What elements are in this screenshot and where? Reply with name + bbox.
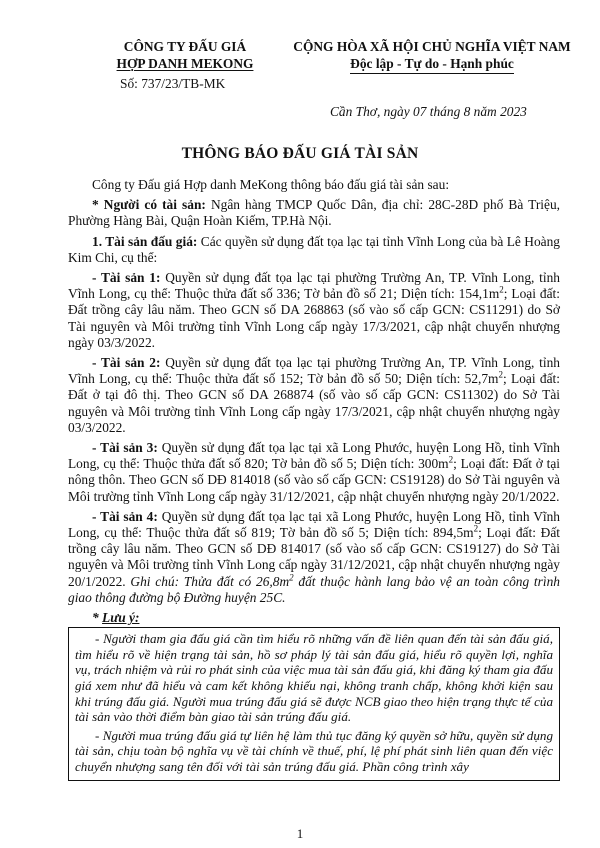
note-item: - Người mua trúng đấu giá tự liên hệ làm thủ tục đăng ký quyền sở hữu, quyền sử dụng tài sản, chịu toàn bộ nghĩa vụ về tài chính về thuế, phí, lệ phí phát sinh liên quan đến việc chuyển nhượng sang tên đối với tài sản trúng đấu giá. Phần công trình xây xyxy=(75,727,553,775)
asset-1-text-cont: ; Loại đất: Đất trồng cây lâu năm. Theo GCN số DA 268863 (số vào số cấp GCN: CS11291) do Sở Tài nguyên và Môi trường tỉnh Vĩnh Long cấp ngày 17/3/2021, cập nhật chuyển nhượng ngày 03/3/2022. xyxy=(68,286,560,350)
document-title: THÔNG BÁO ĐẤU GIÁ TÀI SẢN xyxy=(181,145,419,162)
asset-owner-label: * Người có tài sản: xyxy=(92,197,206,213)
asset-3-text-cont: ; Loại đất: Đất ở tại nông thôn. Theo GCN số DĐ 814018 (số vào số cấp GCN: CS19128) do Sở Tài nguyên và Môi trường tỉnh Vĩnh Long cấp ngày 31/12/2021, cập nhật chuyển nhượng ngày 20/1/2022. xyxy=(68,456,560,504)
notes-box xyxy=(68,627,560,780)
asset-4-note: Ghi chú: Thửa đất có 26,8m xyxy=(130,573,290,589)
asset-1-paragraph xyxy=(68,270,560,351)
asset-3-label: - Tài sản 3: xyxy=(92,440,158,456)
issuer-block xyxy=(90,38,280,92)
asset-3-area-superscript: 2 xyxy=(448,454,454,465)
asset-3-paragraph xyxy=(68,440,560,505)
asset-4-note-superscript: 2 xyxy=(289,572,294,583)
issuer-name-line2: HỢP DANH MEKONG xyxy=(116,56,254,71)
notes-heading xyxy=(68,610,560,626)
issue-date: Cần Thơ, ngày 07 tháng 8 năm 2023 xyxy=(330,104,527,119)
asset-3-text: Quyền sử dụng đất tọa lạc tại xã Long Phước, huyện Long Hồ, tỉnh Vĩnh Long, cụ thể: Thuộc thửa đất số 820; Tờ bản đồ số 5; Diện tích: 300m xyxy=(68,440,560,472)
asset-4-text-cont: ; Loại đất: Đất trồng cây lâu năm. Theo GCN số DĐ 814017 (số vào số cấp GCN: CS19127) do Sở Tài nguyên và Môi trường tỉnh Vĩnh Long cấp ngày 31/12/2021, cập nhật chuyển nhượng ngày 20/1/2022. xyxy=(68,525,560,589)
asset-owner-text: Ngân hàng TMCP Quốc Dân, địa chỉ: 28C-28D phố Bà Triệu, Phường Hàng Bài, Quận Hoàn Kiếm, TP.Hà Nội. xyxy=(68,197,561,229)
asset-1-text: Quyền sử dụng đất tọa lạc tại phường Trường An, TP. Vĩnh Long, tỉnh Vĩnh Long, cụ thể: Thuộc thửa đất số 336; Tờ bản đồ số 21; Diện tích: 154,1m xyxy=(68,270,560,302)
section-1-paragraph xyxy=(68,234,560,266)
nation-name: CỘNG HÒA XÃ HỘI CHỦ NGHĨA VIỆT NAM xyxy=(293,39,571,54)
national-motto: Độc lập - Tự do - Hạnh phúc xyxy=(350,55,514,74)
asset-2-label: - Tài sản 2: xyxy=(92,355,161,371)
national-heading xyxy=(282,38,582,74)
issuer-name-line1: CÔNG TY ĐẤU GIÁ xyxy=(123,39,247,54)
asset-owner-paragraph xyxy=(68,197,560,229)
asset-4-note-cont: đất thuộc hành lang bảo vệ an toàn công trình giao thông đường bộ Đường huyện 25C. xyxy=(68,573,560,605)
asset-4-paragraph xyxy=(68,509,560,606)
intro-paragraph: Công ty Đấu giá Hợp danh MeKong thông báo đấu giá tài sản sau: xyxy=(92,177,450,192)
asset-4-area-superscript: 2 xyxy=(473,523,479,534)
document-body xyxy=(68,177,560,781)
asset-2-paragraph xyxy=(68,355,560,436)
section-1-label: 1. Tài sản đấu giá: xyxy=(92,233,198,249)
asset-4-text: Quyền sử dụng đất tọa lạc tại xã Long Phước, huyện Long Hồ, tỉnh Vĩnh Long, cụ thể: Thuộc thửa đất số 819; Tờ bản đồ số 5; Diện tích: 894,5m xyxy=(68,508,560,541)
page-number: 1 xyxy=(296,826,304,841)
document-number: Số: 737/23/TB-MK xyxy=(120,76,226,91)
asset-2-text-cont: ; Loại đất: Đất ở tại đô thị. Theo GCN số DA 268874 (số vào số cấp GCN: CS11302) do Sở Tài nguyên và Môi trường tỉnh Vĩnh Long cấp ngày 17/3/2021, cập nhật chuyển nhượng ngày 03/3/2022. xyxy=(68,371,560,435)
asset-1-label: - Tài sản 1: xyxy=(92,270,161,286)
asset-2-text: Quyền sử dụng đất tọa lạc tại phường Trường An, TP. Vĩnh Long, tỉnh Vĩnh Long, cụ thể: Thuộc thửa đất số 152; Tờ bản đồ số 50; Diện tích: 52,7m xyxy=(68,355,560,387)
note-item: - Người tham gia đấu giá cần tìm hiểu rõ những vấn đề liên quan đến tài sản đấu giá, tìm hiểu rõ về hiện trạng tài sản, hồ sơ pháp lý tài sản đấu giá, hiểu rõ quyền lợi, nghĩa vụ, trách nhiệm và rủi ro phát sinh của việc mua tài sản đấu giá, khi đăng ký tham gia đấu giá xem như đã hiểu và cam kết không khiếu nại, không tranh chấp, không khởi kiện sau khi trúng đấu giá. Người mua trúng đấu giá sẽ được NCB giao theo hiện trạng thực tế của tài sản vào thời điểm bàn giao tài sản trúng đấu giá. xyxy=(75,631,553,725)
asset-1-area-superscript: 2 xyxy=(499,284,504,295)
notes-heading-prefix: * xyxy=(92,610,103,626)
section-1-text: Các quyền sử dụng đất tọa lạc tại tỉnh Vĩnh Long của bà Lê Hoàng Kim Chi, cụ thể: xyxy=(68,233,560,265)
notes-heading-label: Lưu ý: xyxy=(102,610,140,626)
asset-4-label: - Tài sản 4: xyxy=(92,508,158,524)
asset-2-area-superscript: 2 xyxy=(498,369,503,380)
